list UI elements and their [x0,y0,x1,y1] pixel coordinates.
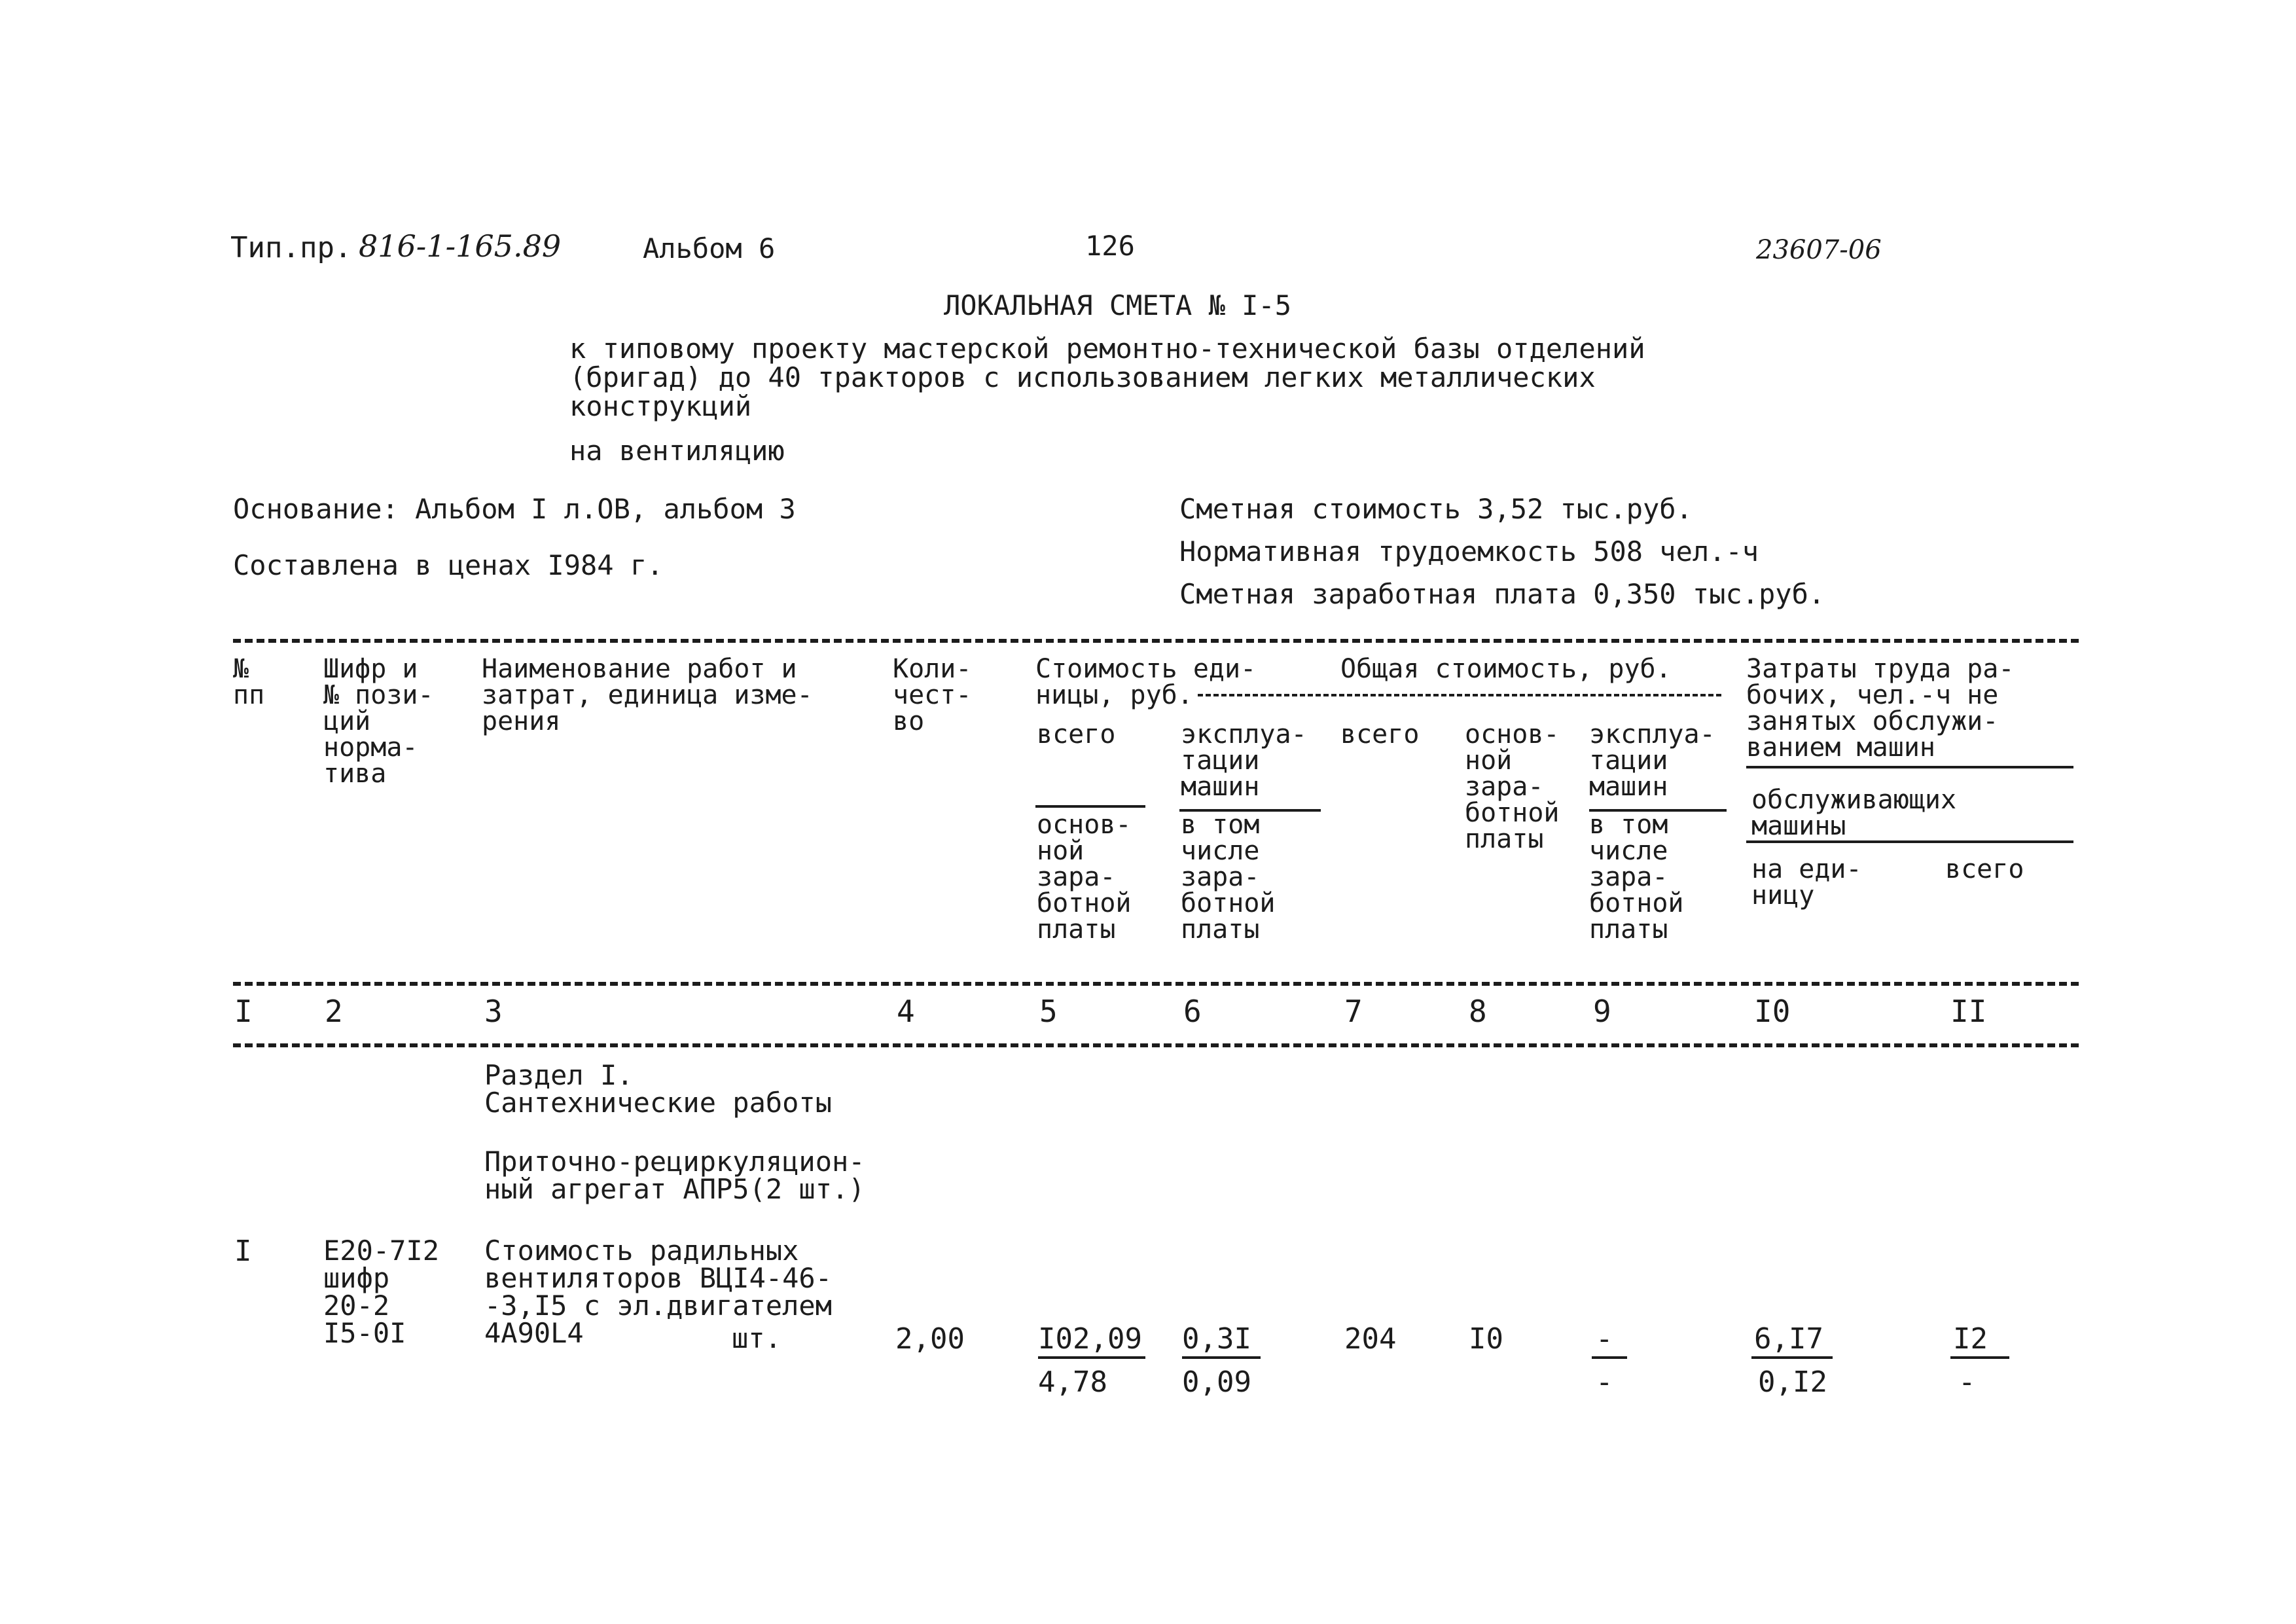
column-number-1: I [234,994,253,1029]
row-name: Стоимость радильных вентиляторов ВЦI4-46- -3,I5 с эл.двигателем 4А90L4 [484,1235,833,1349]
row-number: I [234,1235,252,1268]
labor-unit: 6,I7 [1754,1322,1823,1356]
header-col9-bottom: в том числе зара- ботной платы [1589,810,1684,945]
document-number: 23607-06 [1756,235,1882,265]
total-cost: 204 [1344,1322,1397,1356]
column-numbers-bottom-border [233,1043,2079,1047]
header-labor-sub: обслуживающих машины [1751,785,1957,841]
estimate-purpose: на вентиляцию [569,435,785,467]
labor-unit-underline [1751,1356,1833,1359]
section-title: Раздел I. Сантехнические работы [484,1059,833,1119]
unit-machine-cost: 0,3I [1182,1322,1251,1356]
estimated-wages: Сметная заработная плата 0,350 тыс.руб. [1179,578,1825,610]
header-col7: всего [1340,719,1420,749]
total-wage: I0 [1469,1322,1503,1356]
column-number-4: 4 [897,994,915,1029]
unit-machine-wage: 0,09 [1182,1365,1251,1399]
row-code: Е20-7I2 шифр 20-2 I5-0I [323,1235,440,1349]
page-number: 126 [1085,230,1135,262]
header-col10: на еди- ницу [1751,854,1862,911]
header-unit-cost: Стоимость еди- ницы, руб. [1035,654,1257,710]
column-number-5: 5 [1039,994,1058,1029]
row-unit: шт. [732,1322,781,1354]
prices-line: Составлена в ценах I984 г. [233,549,664,581]
unit-cost-total: I02,09 [1038,1322,1142,1356]
unit-machine-underline [1182,1356,1261,1359]
column-numbers-top-border [233,982,2079,986]
header-col5-top: всего [1037,719,1116,749]
header-num: № пп [233,654,265,710]
table-top-border [233,639,2079,643]
column-number-7: 7 [1344,994,1363,1029]
header-col5-bottom: основ- ной зара- ботной платы [1037,810,1132,945]
header-total-cost: Общая стоимость, руб. [1340,654,1672,684]
total-machine-underline [1592,1356,1627,1359]
row-quantity: 2,00 [895,1322,965,1356]
labor-total-machine: - [1958,1365,1976,1399]
unit-cost-underline [1038,1356,1145,1359]
header-name: Наименование работ и затрат, единица изме- рения [482,654,813,736]
subtitle-line-3: конструкций [569,390,752,422]
header-quantity: Коли- чест- во [893,654,972,736]
labor-sub-divider [1746,840,2073,843]
header-col8: основ- ной зара- ботной платы [1465,719,1560,854]
column-number-6: 6 [1183,994,1202,1029]
project-prefix: Тип.пр. [230,231,352,264]
subtitle-line-2: (бригад) до 40 тракторов с использованием легких металлических [569,361,1596,393]
estimated-cost: Сметная стоимость 3,52 тыс.руб. [1179,493,1693,525]
column-number-11: II [1950,994,1987,1029]
column-number-8: 8 [1469,994,1487,1029]
section-subtitle: Приточно-рециркуляцион- ный агрегат АПР5(2 шт.) [484,1146,865,1205]
project-number: 816-1-165.89 [359,228,562,264]
header-col6-bottom: в том числе зара- ботной платы [1181,810,1276,945]
album-label: Альбом 6 [643,232,776,264]
labor-intensity: Нормативная трудоемкость 508 чел.-ч [1179,535,1759,568]
header-col6-top: эксплуа- тации машин [1181,719,1307,802]
estimate-title: ЛОКАЛЬНАЯ СМЕТА № I-5 [944,289,1292,321]
labor-total-underline [1950,1356,2009,1359]
total-machine-cost: - [1596,1322,1613,1356]
basis-line: Основание: Альбом I л.ОВ, альбом 3 [233,493,796,525]
col5-divider [1035,805,1145,808]
labor-divider [1746,766,2073,768]
unit-cost-divider [1198,694,1721,696]
header-code: Шифр и № пози- ций норма- тива [323,654,434,789]
column-number-9: 9 [1593,994,1611,1029]
header-col9-top: эксплуа- тации машин [1589,719,1715,802]
subtitle-line-1: к типовому проекту мастерской ремонтно-технической базы отделений [569,333,1645,365]
unit-cost-wage: 4,78 [1038,1365,1107,1399]
column-number-10: I0 [1754,994,1791,1029]
labor-unit-machine: 0,I2 [1758,1365,1827,1399]
labor-total: I2 [1953,1322,1988,1356]
header-labor: Затраты труда ра- бочих, чел.-ч не занятых обслужи- ванием машин [1746,654,2015,763]
header-col11: всего [1945,854,2024,884]
total-machine-wage: - [1596,1365,1613,1399]
column-number-3: 3 [484,994,503,1029]
column-number-2: 2 [325,994,343,1029]
